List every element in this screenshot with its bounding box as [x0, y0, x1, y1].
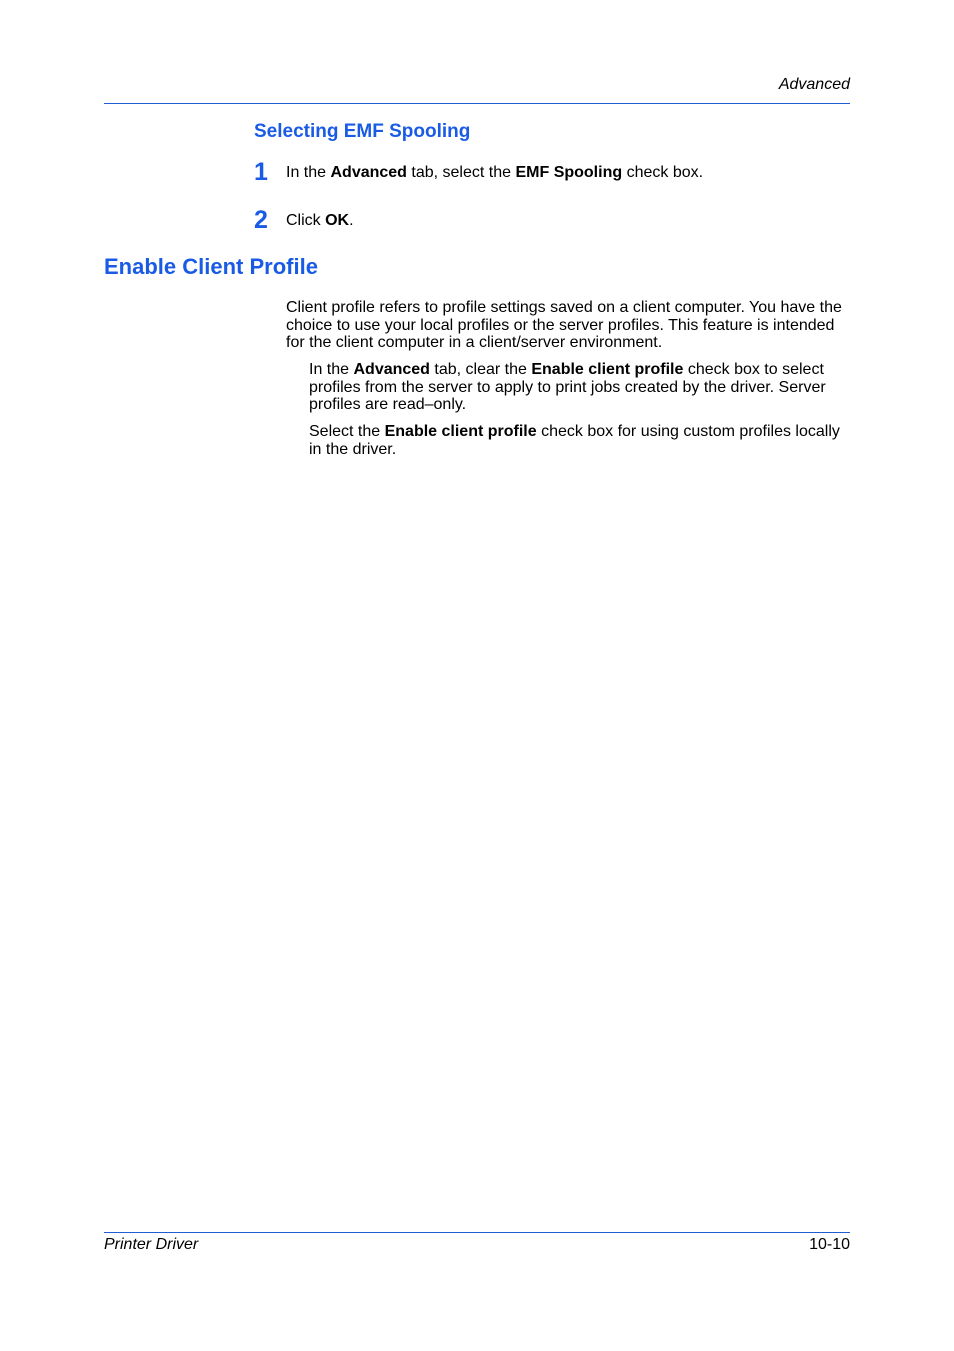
step-text: In the Advanced tab, select the EMF Spooling check box.	[286, 164, 704, 181]
footer-rule	[104, 1232, 850, 1233]
step-text: Click OK.	[286, 212, 354, 229]
intro-paragraph: Client profile refers to profile settings saved on a client computer. You have the choice to use your local profiles or the server profiles. This feature is intended for the client computer in a client/server environment.	[286, 299, 842, 351]
page-number: 10-10	[809, 1236, 850, 1253]
header-rule	[104, 103, 850, 104]
ui-term: EMF Spooling	[515, 164, 623, 181]
footer-title: Printer Driver	[104, 1236, 199, 1253]
ui-term: Enable client profile	[384, 423, 537, 440]
subheading-emf-spooling: Selecting EMF Spooling	[254, 121, 471, 142]
paragraph-clear-option: In the Advanced tab, clear the Enable client profile check box to select profiles from the server to apply to print jobs created by the driver. Server profiles are read–only.	[309, 361, 826, 413]
step-number: 2	[254, 206, 268, 234]
paragraph-select-option: Select the Enable client profile check box for using custom profiles locally in the driver.	[309, 423, 840, 458]
header-section-title: Advanced	[778, 76, 850, 93]
ui-term: Advanced	[330, 164, 407, 181]
ui-term: OK	[325, 212, 350, 229]
heading-enable-client-profile: Enable Client Profile	[104, 254, 318, 279]
ui-term: Enable client profile	[531, 361, 684, 378]
ui-term: Advanced	[353, 361, 430, 378]
step-number: 1	[254, 158, 268, 186]
